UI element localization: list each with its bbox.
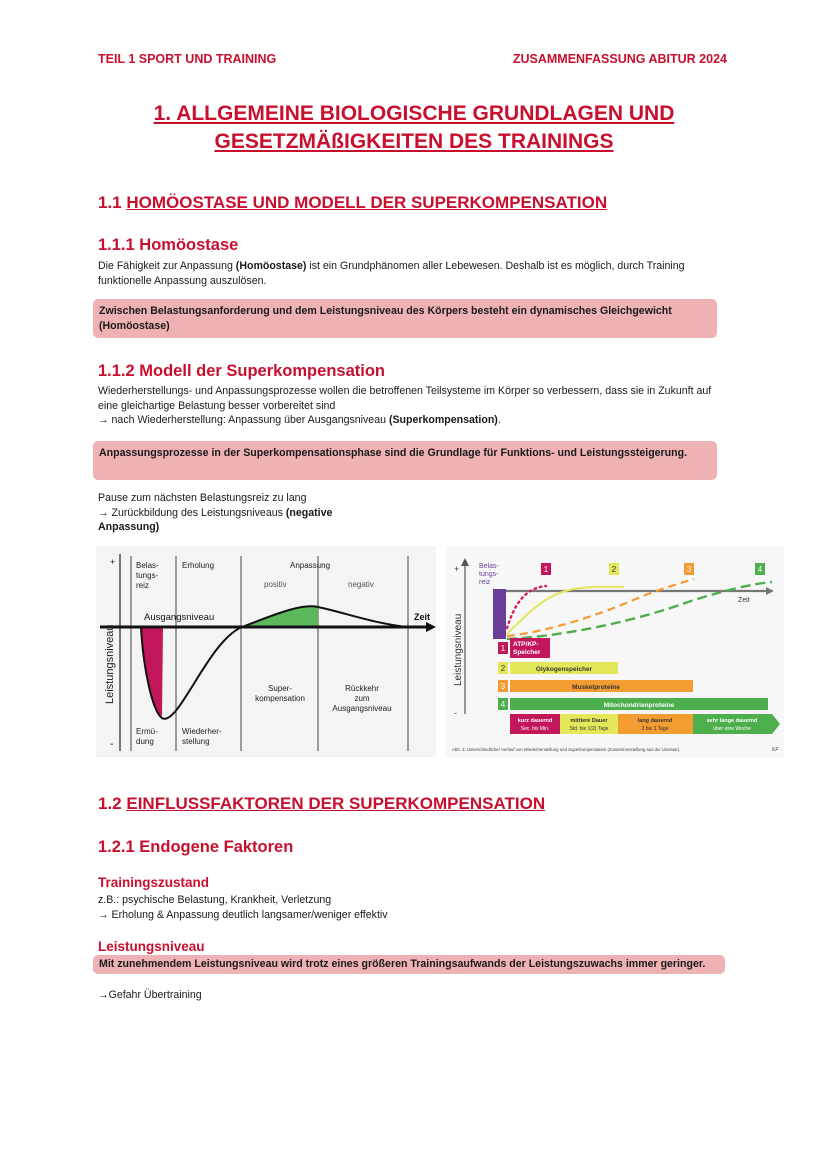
text-run: → Zurückbildung des Leistungsniveaus	[98, 506, 286, 519]
ermuedung-label-2: dung	[136, 737, 154, 746]
superkomp-label-1: Super-	[267, 684, 293, 693]
superkomp-label-2: kompensation	[255, 694, 305, 703]
homoeostase-paragraph	[98, 259, 728, 288]
text-run: z.B.: psychische Belastung, Krankheit, Verletzung	[98, 894, 332, 906]
belastungsreiz-label-3: reiz	[136, 581, 149, 590]
figure-initials: KF	[772, 747, 779, 753]
text-run: Wiederherstellungs	[98, 385, 189, 397]
belastungsreiz-label-2: tungs-	[136, 571, 159, 580]
text-run: Pause zum nächsten Belastungsreiz zu lang	[98, 492, 307, 504]
duration-2-label-1: mittlere Dauer	[570, 718, 608, 724]
wiederherstellung-label-2: stellung	[182, 737, 210, 746]
belastungsreiz-label-3: reiz	[479, 579, 491, 586]
duration-3-label-2: 2 bis 3 Tage	[641, 726, 669, 732]
duration-2-label-2: Std. bis 1(2) Tage	[569, 726, 609, 732]
rueckkehr-label-3: Ausgangsniveau	[332, 704, 392, 713]
row-1-badge-label: 1	[500, 644, 506, 653]
rueckkehr-label-2: zum	[354, 694, 370, 703]
y-axis-label: Leistungsniveau	[453, 613, 464, 686]
positiv-label: positiv	[264, 580, 287, 589]
leistungsniveau-heading: Leistungsniveau	[98, 939, 205, 954]
ermuedung-label-1: Ermü-	[136, 727, 158, 736]
row-2-label: Glykogenspeicher	[535, 666, 593, 673]
trainingszustand-paragraph	[98, 893, 728, 922]
text-run: Die Fähigkeit zur Anpassung	[98, 260, 236, 272]
row-2-badge-label: 2	[500, 664, 506, 673]
superkompensation-diagram-svg	[96, 546, 436, 757]
zeit-label: Zeit	[738, 597, 750, 604]
plus-label: +	[110, 557, 116, 567]
anpassung-label: Anpassung	[290, 561, 331, 570]
duration-4-label-2: über eine Woche	[713, 726, 751, 732]
row-3-label: Muskelproteine	[572, 684, 620, 691]
leistungsniveau-highlight-box: Mit zunehmendem Leistungsniveau wird trotz eines größeren Trainingsaufwands der Leistungszuwachs immer geringer.	[93, 955, 725, 974]
uebertraining-paragraph: →Gefahr Übertraining	[98, 989, 202, 1001]
text-run: → nach Wiederherstellung: Anpassung über Ausgangsniveau	[98, 414, 389, 426]
section-1-2-number: 1.2	[98, 794, 127, 813]
page-title-line2: GESETZMÄßIGKEITEN DES TRAININGS	[214, 130, 614, 153]
trainingszustand-heading: Trainingszustand	[98, 875, 210, 890]
page-title	[90, 100, 738, 156]
text-run: .	[497, 414, 501, 426]
section-1-1-heading	[98, 193, 607, 213]
duration-4-label-1: sehr lange dauernd	[706, 718, 758, 724]
text-bold: Anpassung)	[98, 521, 160, 533]
badge-3-label: 3	[686, 565, 692, 574]
row-1-label-1: ATP/KP-	[513, 641, 539, 648]
section-1-1-1-heading: 1.1.1 Homöostase	[98, 236, 239, 254]
badge-2-label: 2	[611, 565, 617, 574]
y-axis-label: Leistungsniveau	[104, 624, 116, 704]
header-right: ZUSAMMENFASSUNG ABITUR 2024	[512, 52, 727, 66]
section-1-2-1-heading: 1.2.1 Endogene Faktoren	[98, 838, 294, 856]
plus-label: +	[454, 564, 460, 574]
belastungsreiz-label-2: tungs-	[479, 571, 499, 578]
wiederherstellung-verlauf-svg	[446, 546, 784, 757]
text-run: - und Anpassungsprozesse wollen die betroffenen Teilsysteme im Körper so verbessern, dass sie in Zukunft auf eine gleichartige Belastung besser vorbereitet sind	[98, 385, 712, 412]
rueckkehr-label-1: Rückkehr	[345, 684, 379, 693]
belastungsreiz-bar	[493, 589, 506, 639]
section-1-1-2-heading: 1.1.2 Modell der Superkompensation	[98, 362, 385, 380]
duration-3-label-1: lang dauernd	[637, 718, 673, 724]
figure-caption: Abb. 3: Unterschiedlicher Verlauf von Wiederherstellung und Superkompensation (Zusammenstellung aus der Literatur).	[452, 747, 681, 752]
section-1-2-title: EINFLUSSFAKTOREN DER SUPERKOMPENSATION	[126, 794, 546, 813]
section-1-1-number: 1.1	[98, 193, 127, 212]
text-bold: (Homöostase)	[235, 260, 307, 272]
header-left: TEIL 1 SPORT UND TRAINING	[98, 52, 277, 66]
badge-4-label: 4	[757, 565, 763, 574]
duration-1-label-2: Sec. bis Min.	[520, 726, 550, 732]
section-1-2-heading	[98, 794, 545, 814]
row-4-label: Mitochondrienproteine	[603, 702, 675, 709]
superkompensation-highlight-box: Anpassungsprozesse in der Superkompensationsphase sind die Grundlage für Funktions- und Leistungssteigerung.	[93, 441, 717, 480]
row-3-badge-label: 3	[500, 682, 506, 691]
ausgangsniveau-label: Ausgangsniveau	[144, 612, 215, 623]
belastungsreiz-label-1: Belas-	[136, 561, 159, 570]
superkompensation-diagram	[96, 546, 436, 757]
pause-paragraph	[98, 491, 398, 535]
wiederherstellung-verlauf-diagram	[446, 546, 784, 757]
wiederherstellung-label-1: Wiederher-	[182, 727, 222, 736]
text-run: → Erholung & Anpassung deutlich langsamer/weniger effektiv	[98, 908, 388, 921]
section-1-1-title: HOMÖOSTASE UND MODELL DER SUPERKOMPENSATION	[126, 193, 608, 212]
zeit-label: Zeit	[414, 612, 431, 622]
duration-1-label-1: kurz dauernd	[517, 718, 553, 724]
superkompensation-paragraph	[98, 384, 728, 428]
badge-1-label: 1	[543, 565, 549, 574]
row-4-badge-label: 4	[500, 700, 506, 709]
text-bold: (Superkompensation)	[388, 414, 498, 426]
erholung-label: Erholung	[182, 561, 215, 570]
belastungsreiz-label-1: Belas-	[479, 563, 499, 570]
minus-label: -	[454, 708, 457, 718]
text-run: ist ein Grundphänomen aller Lebewesen. Deshalb ist es möglich, durch Training funktionelle Anpassung auszulösen.	[98, 260, 685, 287]
page-title-line1: 1. ALLGEMEINE BIOLOGISCHE GRUNDLAGEN UND	[153, 102, 675, 125]
negativ-label: negativ	[348, 580, 374, 589]
row-1-label-2: Speicher	[513, 649, 541, 656]
homoeostase-highlight-box: Zwischen Belastungsanforderung und dem Leistungsniveau des Körpers besteht ein dynamisches Gleichgewicht (Homöostase)	[93, 299, 717, 338]
minus-label: -	[110, 739, 114, 750]
text-bold: (negative	[285, 506, 333, 519]
